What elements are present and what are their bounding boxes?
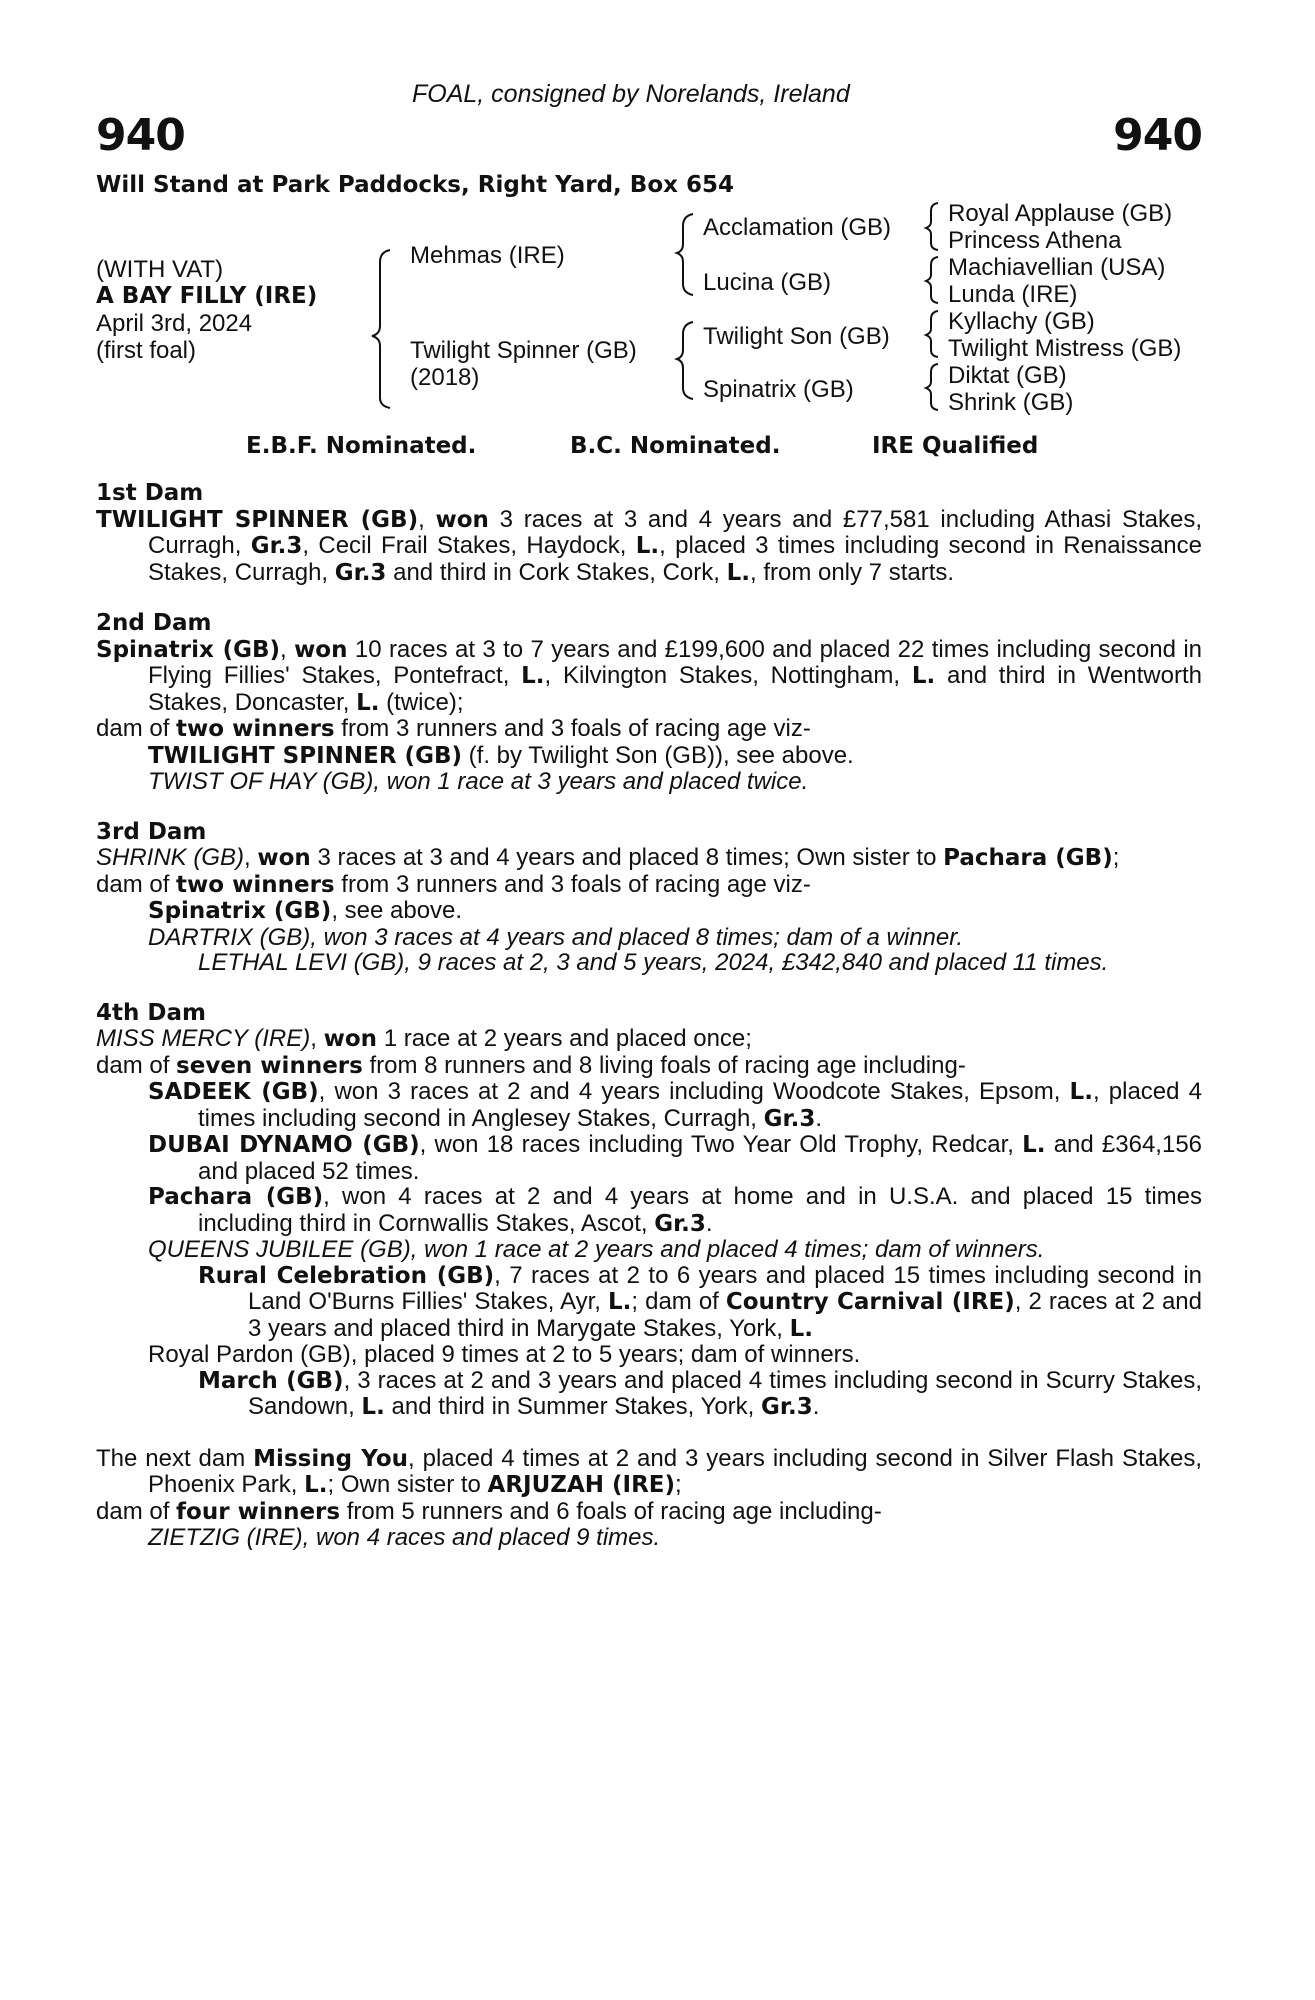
text: and third in Wentworth Stakes, Doncaster, <box>148 662 1202 716</box>
text: The next dam <box>96 1444 254 1472</box>
text: , Cecil Frail Stakes, Haydock, <box>302 532 636 559</box>
text: , Kilvington Stakes, Nottingham, <box>544 662 912 689</box>
sister-name: Pachara (GB) <box>943 845 1113 871</box>
first-dam-name: TWILIGHT SPINNER (GB) <box>96 506 419 533</box>
dam-sire: Twilight Son (GB) <box>703 323 890 350</box>
third-dam-name: SHRINK (GB) <box>96 844 245 871</box>
produce-name: Spinatrix (GB) <box>148 898 332 924</box>
produce-item <box>148 1237 1202 1263</box>
text: dam of <box>96 1497 177 1525</box>
second-dam-produce-summary <box>96 716 1202 743</box>
produce-item <box>148 1132 1202 1184</box>
produce-name: TWILIGHT SPINNER (GB) <box>148 742 462 769</box>
produce-name: Pachara (GB) <box>148 1184 324 1210</box>
fourth-dam-produce-summary <box>96 1053 1202 1080</box>
listed: L. <box>361 1394 385 1420</box>
text: (f. by Twilight Son (GB)), see above. <box>462 741 854 769</box>
listed: L. <box>1022 1132 1046 1158</box>
listed: L. <box>304 1472 328 1498</box>
won-label: won <box>323 1026 378 1052</box>
produce-item <box>198 1368 1202 1421</box>
text: , 3 races at 2 and 3 years and placed 4 times including second in Scurry Stakes, Sandown, <box>248 1366 1203 1420</box>
second-dam-heading: 2nd Dam <box>96 610 212 636</box>
foaling-date: April 3rd, 2024 <box>96 310 253 337</box>
text: ; Own sister to <box>327 1471 488 1498</box>
gen3-4: Lunda (IRE) <box>948 281 1078 308</box>
next-dam-name: Missing You <box>253 1445 409 1472</box>
text: . <box>815 1104 822 1132</box>
text: , from only 7 starts. <box>749 558 955 586</box>
text: , won 1 race at 3 years and placed twice. <box>373 768 809 795</box>
gen3-8: Shrink (GB) <box>948 389 1074 416</box>
gen3-2: Princess Athena <box>948 227 1122 254</box>
next-dam-produce-summary <box>96 1499 1202 1526</box>
grade: Gr.3 <box>761 1394 813 1420</box>
text: . <box>705 1209 713 1237</box>
text: (twice); <box>379 688 464 716</box>
won-label: won <box>294 636 348 663</box>
fourth-dam-heading: 4th Dam <box>96 999 206 1026</box>
text: from 8 runners and 8 living foals of racing age including- <box>362 1051 966 1079</box>
text: from 3 runners and 3 foals of racing age viz- <box>334 870 811 898</box>
horse-name: A BAY FILLY (IRE) <box>96 283 318 309</box>
text: dam of <box>96 1051 177 1079</box>
text: , won 1 race at 2 years and placed 4 times; dam of winners. <box>410 1236 1045 1263</box>
text: ; <box>675 1471 682 1498</box>
won-label: won <box>435 506 489 533</box>
produce-item <box>148 769 1202 795</box>
listed: L. <box>726 559 750 586</box>
text: dam of <box>96 870 177 898</box>
lot-number-right: 940 <box>1113 110 1202 161</box>
third-dam-produce-summary <box>96 872 1202 899</box>
bc-nominated: B.C. Nominated. <box>570 433 781 459</box>
winners-count: two winners <box>176 871 335 898</box>
stand-location: Will Stand at Park Paddocks, Right Yard, Box 654 <box>96 172 734 198</box>
gen3-5: Kyllachy (GB) <box>948 308 1095 335</box>
produce-name: DUBAI DYNAMO (GB) <box>148 1132 420 1158</box>
text: , won 4 races at 2 and 4 years at home and in U.S.A. and placed 15 times including third in Cornwallis Stakes, Ascot, <box>198 1183 1203 1237</box>
text: 3 races at 3 and 4 years and £77,581 including Athasi Stakes, Curragh, <box>148 505 1202 559</box>
third-dam-heading: 3rd Dam <box>96 818 207 845</box>
text: 3 races at 3 and 4 years and placed 8 times; Own sister to <box>310 844 944 871</box>
gen3-6: Twilight Mistress (GB) <box>948 335 1182 362</box>
text: , won 3 races at 2 and 4 years including Woodcote Stakes, Epsom, <box>318 1078 1070 1105</box>
next-dam-record <box>96 1446 1202 1499</box>
fourth-dam-record: MISS MERCY (IRE), won 1 race at 2 years and placed once; <box>96 1025 752 1052</box>
produce-item <box>148 1525 1202 1551</box>
produce-item <box>198 950 1202 976</box>
first-dam-record: TWILIGHT SPINNER (GB), won 3 races at 3 and 4 years and £77,581 including Athasi Stakes, Curragh, Gr.3, Cecil Frail Stakes, Haydock, L., placed 3 times including second in Renaissance Stakes, Curragh, Gr.3 and third in Cork Stakes, Cork, L., from only 7 starts. <box>96 505 1202 586</box>
text: from 3 runners and 3 foals of racing age viz- <box>334 715 811 742</box>
produce-item <box>148 925 1202 951</box>
gen3-7: Diktat (GB) <box>948 362 1067 389</box>
lot-number-left: 940 <box>96 110 185 161</box>
listed: L. <box>789 1315 814 1342</box>
winners-count: four winners <box>176 1498 341 1525</box>
text: 10 races at 3 to 7 years and £199,600 and placed 22 times including second in Flying Fillies' Stakes, Pontefract, <box>148 635 1202 689</box>
text: and £364,156 and placed 52 times. <box>198 1131 1203 1185</box>
text: and third in Cork Stakes, Cork, <box>386 558 727 586</box>
text: , 2 races at 2 and 3 years and placed third in Marygate Stakes, York, <box>248 1288 1203 1342</box>
text: , see above. <box>331 897 463 924</box>
grade: Gr.3 <box>763 1105 816 1132</box>
listed: L. <box>635 533 660 559</box>
listed: L. <box>356 689 380 716</box>
produce-name: ZIETZIG (IRE) <box>148 1524 303 1551</box>
text: ; dam of <box>631 1288 726 1315</box>
produce-item <box>148 743 1202 770</box>
produce-name: DARTRIX (GB) <box>148 923 311 951</box>
dam-year: (2018) <box>410 364 480 391</box>
text: dam of <box>96 715 177 742</box>
text: , 7 races at 2 to 6 years and placed 15 times including second in Land O'Burns Fillies' Stakes, Ayr, <box>248 1261 1203 1315</box>
produce-name: Rural Celebration (GB) <box>198 1262 495 1289</box>
vat-note: (WITH VAT) <box>96 256 224 283</box>
dam: Twilight Spinner (GB) <box>410 337 637 364</box>
sire-dam: Lucina (GB) <box>703 269 832 296</box>
produce-name: SADEEK (GB) <box>148 1079 319 1105</box>
gen3-3: Machiavellian (USA) <box>948 254 1166 281</box>
produce-item <box>148 1079 1202 1132</box>
third-dam-record: SHRINK (GB), won 3 races at 3 and 4 years and placed 8 times; Own sister to Pachara (GB); <box>96 844 1120 871</box>
produce-name: Country Carnival (IRE) <box>725 1289 1015 1315</box>
listed: L. <box>1069 1079 1093 1105</box>
text: , placed 4 times at 2 and 3 years including second in Silver Flash Stakes, Phoenix Park, <box>148 1444 1202 1498</box>
produce-record <box>96 481 1202 1551</box>
second-dam-record: Spinatrix (GB), won 10 races at 3 to 7 years and £199,600 and placed 22 times including second in Flying Fillies' Stakes, Pontefract, L., Kilvington Stakes, Nottingham, L. and third in Wentworth Stakes, Doncaster, L. (twice); <box>96 635 1202 716</box>
produce-name: TWIST OF HAY (GB) <box>148 768 374 795</box>
produce-item: Royal Pardon (GB), placed 9 times at 2 to 5 years; dam of winners. <box>148 1341 861 1368</box>
grade: Gr.3 <box>654 1210 706 1237</box>
text: , won 4 races and placed 9 times. <box>302 1524 661 1551</box>
text: ; <box>1112 844 1120 871</box>
text: from 5 runners and 6 foals of racing age including- <box>340 1497 882 1525</box>
text: and third in Summer Stakes, York, <box>384 1393 762 1420</box>
second-dam-name: Spinatrix (GB) <box>96 636 281 663</box>
produce-name: March (GB) <box>198 1367 344 1394</box>
first-dam-heading: 1st Dam <box>96 480 204 506</box>
text: 1 race at 2 years and placed once; <box>377 1025 752 1052</box>
grade: Gr.3 <box>334 559 387 586</box>
winners-count: two winners <box>176 716 335 742</box>
foal-note: (first foal) <box>96 337 197 364</box>
fourth-dam-name: MISS MERCY (IRE) <box>96 1025 311 1052</box>
text: , won 18 races including Two Year Old Trophy, Redcar, <box>419 1131 1023 1158</box>
dam-dam: Spinatrix (GB) <box>703 376 854 403</box>
text: , won 3 races at 4 years and placed 8 times; dam of a winner. <box>310 923 964 951</box>
produce-item <box>198 1263 1202 1343</box>
winners-count: seven winners <box>176 1052 363 1079</box>
listed: L. <box>608 1289 632 1315</box>
gen3-1: Royal Applause (GB) <box>948 200 1173 227</box>
sire-sire: Acclamation (GB) <box>703 214 892 241</box>
grade: Gr.3 <box>250 533 303 559</box>
listed: L. <box>521 663 545 689</box>
won-label: won <box>257 845 311 871</box>
ebf-nominated: E.B.F. Nominated. <box>246 433 477 459</box>
produce-name: LETHAL LEVI (GB) <box>198 949 405 976</box>
text: , placed 3 times including second in Renaissance Stakes, Curragh, <box>148 532 1202 586</box>
text: . <box>812 1393 820 1420</box>
ire-qualified: IRE Qualified <box>872 433 1039 459</box>
produce-name: QUEENS JUBILEE (GB) <box>148 1236 411 1263</box>
sister-name: ARJUZAH (IRE) <box>487 1472 676 1498</box>
text: , placed 4 times including second in Anglesey Stakes, Curragh, <box>198 1078 1202 1132</box>
produce-item <box>148 898 1202 925</box>
sire: Mehmas (IRE) <box>410 242 565 269</box>
text: , 9 races at 2, 3 and 5 years, 2024, £342,840 and placed 11 times. <box>404 949 1109 976</box>
consignment-line: FOAL, consigned by Norelands, Ireland <box>412 80 850 108</box>
produce-item <box>148 1184 1202 1237</box>
listed: L. <box>911 663 936 689</box>
